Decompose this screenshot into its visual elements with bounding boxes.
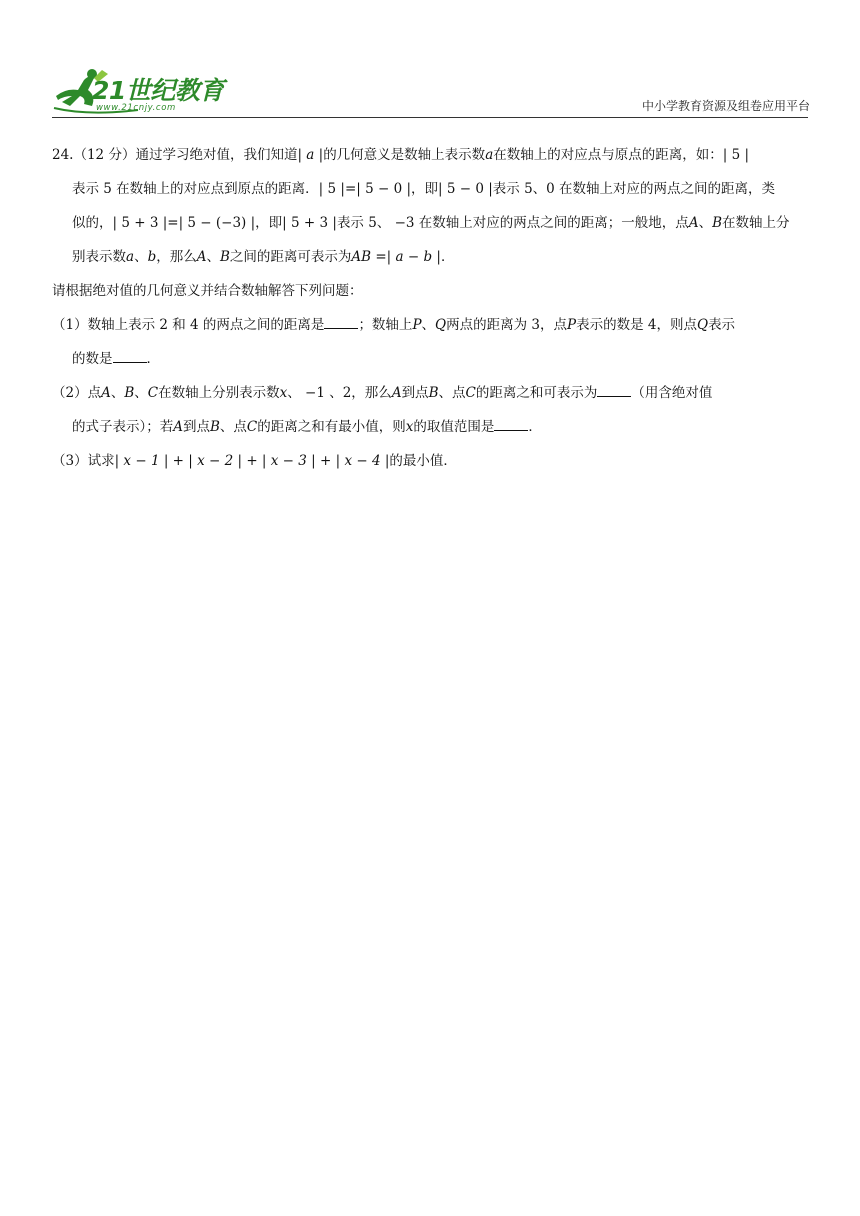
answer-blank[interactable] <box>113 348 147 363</box>
logo-wordmark: 21世纪教育 <box>92 76 224 105</box>
platform-name: 中小学教育资源及组卷应用平台 <box>641 99 810 113</box>
part-2: （2）点A、B、C在数轴上分别表示数x、 −1 、2，那么A到点B、点C的距离之和可表示为 （用含绝对值 的式子表示）；若A到点B、点C的距离之和有最小值，则x的取值范围是 ． <box>52 376 810 444</box>
question-body <box>52 138 810 478</box>
answer-blank[interactable] <box>494 416 528 431</box>
answer-blank[interactable] <box>597 382 631 397</box>
logo-url: www.21cnjy.com <box>96 103 176 113</box>
question-stem: 24.（12 分）通过学习绝对值，我们知道| a |的几何意义是数轴上表示数a在数轴上的对应点与原点的距离，如：| 5 | 表示 5 在数轴上的对应点到原点的距离．| 5 |=| 5 − 0 |，即| 5 − 0 |表示 5、0 在数轴上对应的两点之间的距离，类 似的，| 5 + 3 |=| 5 − (−3) |，即| 5 + 3 |表示 5、 −3 在数轴上对应的两点之间的距离；一般地，点A、B在数轴上分 别表示数a、b，那么A、B之间的距离可表示为AB =| a − b |． <box>52 147 790 265</box>
part-1: （1）数轴上表示 2 和 4 的两点之间的距离是 ；数轴上P、Q两点的距离为 3，点P表示的数是 4，则点Q表示 的数是 ． <box>52 308 810 376</box>
page-header <box>0 0 860 120</box>
header-divider <box>52 117 808 118</box>
part-3: （3）试求| x − 1 | + | x − 2 | + | x − 3 | + | x − 4 |的最小值． <box>52 453 457 469</box>
instruction-text: 请根据绝对值的几何意义并结合数轴解答下列问题： <box>52 283 363 299</box>
answer-blank[interactable] <box>324 314 358 329</box>
question-number: 24.（12 分） <box>52 147 136 163</box>
